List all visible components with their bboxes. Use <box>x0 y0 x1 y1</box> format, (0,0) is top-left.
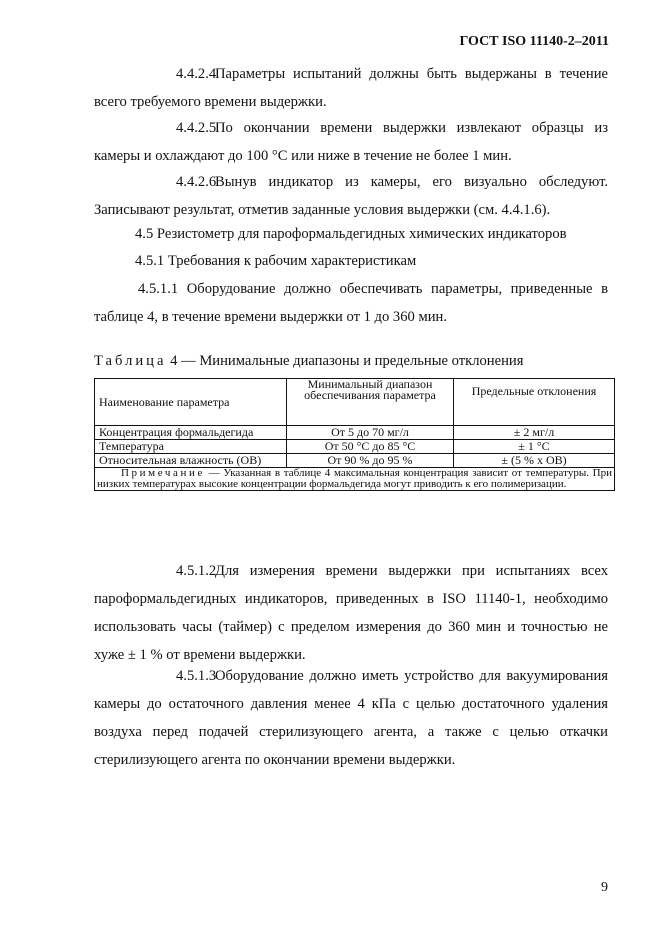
clause-text: По окончании времени выдержки извлекают образцы из камеры и охлаждают до 100 °С или ниже в течение не более 1 мин. <box>94 120 608 164</box>
section-4-5-1-heading: 4.5.1 Требования к рабочим характеристикам <box>135 253 417 269</box>
page-number: 9 <box>601 880 608 895</box>
table-caption-text: 4 — Минимальные диапазоны и предельные отклонения <box>170 353 524 369</box>
paragraph-4-4-2-4 <box>94 60 608 116</box>
clause-text: Вынув индикатор из камеры, его визуально обследуют. Записывают результат, отметив заданные условия выдержки (см. 4.4.1.6). <box>94 174 608 218</box>
paragraph-4-5-1-2 <box>94 557 608 669</box>
paragraph-4-4-2-5 <box>94 114 608 170</box>
row-tolerance: ± 1 °С <box>454 440 615 454</box>
row-tolerance: ± 2 мг/л <box>454 426 615 440</box>
section-4-5-heading: 4.5 Резистометр для пароформальдегидных химических индикаторов <box>135 226 567 242</box>
header-parameter-name: Наименование параметра <box>95 379 287 426</box>
clause-number: 4.4.2.6 <box>176 174 217 190</box>
header-tolerance: Предельные отклонения <box>454 379 615 426</box>
row-range: От 5 до 70 мг/л <box>287 426 454 440</box>
note-label: Примечание <box>121 467 205 479</box>
header-min-range: Минимальный диапазон обеспечивания параметра <box>287 379 454 426</box>
row-parameter: Температура <box>95 440 287 454</box>
table-header-row <box>95 379 615 426</box>
document-header: ГОСТ ISO 11140-2–2011 <box>459 34 609 49</box>
clause-text: Оборудование должно иметь устройство для вакуумирования камеры до остаточного давления менее 4 кПа с целью достаточного удаления воздуха перед подачей стерилизующего агента, а также с целью откачки стерилизующего агента по окончании времени выдержки. <box>94 668 608 768</box>
table-note-row <box>95 468 615 491</box>
table-note <box>95 468 615 491</box>
row-range: От 50 °С до 85 °С <box>287 440 454 454</box>
table-row <box>95 440 615 454</box>
table-4 <box>94 378 615 491</box>
row-parameter: Концентрация формальдегида <box>95 426 287 440</box>
row-tolerance: ± (5 % х ОВ) <box>454 454 615 468</box>
clause-text: Параметры испытаний должны быть выдержаны в течение всего требуемого времени выдержки. <box>94 66 608 110</box>
table-row <box>95 426 615 440</box>
clause-number: 4.4.2.4 <box>176 66 217 82</box>
table-caption-label: Таблица <box>94 353 167 369</box>
clause-number: 4.5.1.3 <box>176 668 217 684</box>
clause-number: 4.4.2.5 <box>176 120 217 136</box>
row-range: От 90 % до 95 % <box>287 454 454 468</box>
paragraph-4-5-1-3 <box>94 662 608 774</box>
clause-text: Для измерения времени выдержки при испытаниях всех пароформальдегидных индикаторов, приведенных в ISO 11140-1, необходимо использовать часы (таймер) с пределом измерения до 360 мин и точностью не хуже ± 1 % от времени выдержки. <box>94 563 608 663</box>
table-row <box>95 454 615 468</box>
paragraph-4-4-2-6 <box>94 168 608 224</box>
clause-number: 4.5.1.2 <box>176 563 217 579</box>
row-parameter: Относительная влажность (ОВ) <box>95 454 287 468</box>
table-caption <box>94 353 523 370</box>
paragraph-4-5-1-1: 4.5.1.1 Оборудование должно обеспечивать параметры, приведенные в таблице 4, в течение времени выдержки от 1 до 360 мин. <box>94 281 608 325</box>
note-text: — Указанная в таблице 4 максимальная концентрация зависит от температуры. При низких температурах высокие концентрации формальдегида могут приводить к его полимеризации. <box>97 467 612 490</box>
